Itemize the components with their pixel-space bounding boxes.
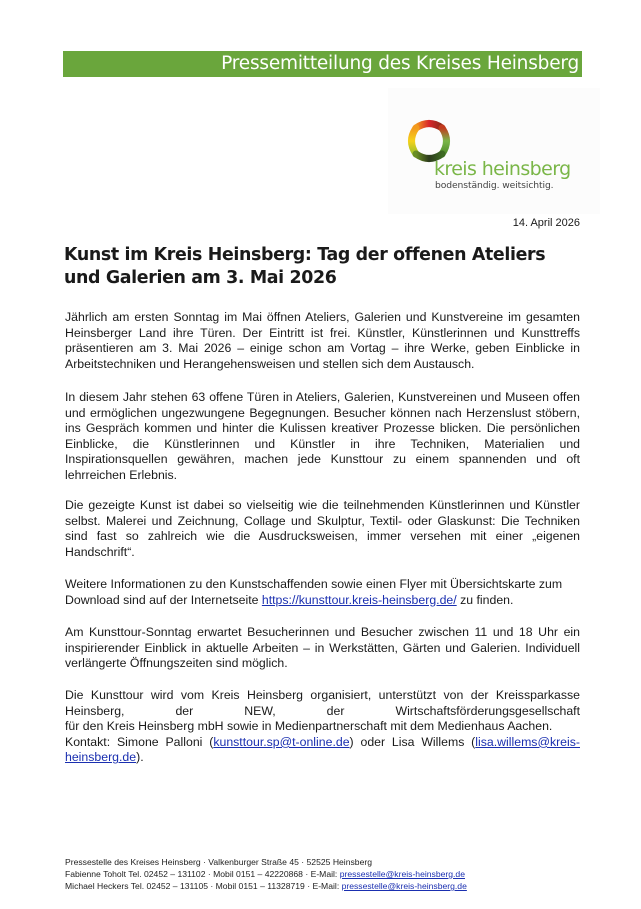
- footer-email-link-1[interactable]: pressestelle@kreis-heinsberg.de: [339, 869, 465, 879]
- footer-toholt-text: Fabienne Toholt Tel. 02452 – 131102 · Mobil 0151 – 42220868 · E-Mail:: [65, 869, 340, 879]
- kunsttour-website-link[interactable]: https://kunsttour.kreis-heinsberg.de/: [261, 592, 457, 607]
- footer-contact-heckers: [65, 880, 545, 892]
- press-release-headline: Kunst im Kreis Heinsberg: Tag der offenen Ateliers und Galerien am 3. Mai 2026: [64, 245, 546, 288]
- footer-address: Pressestelle des Kreises Heinsberg · Valkenburger Straße 45 · 52525 Heinsberg: [65, 857, 372, 867]
- contact-prefix: Kontakt: Simone Palloni (: [65, 734, 214, 749]
- press-office-footer: [65, 856, 545, 892]
- contact-middle: ) oder Lisa Willems (: [349, 734, 476, 749]
- footer-email-link-2[interactable]: pressestelle@kreis-heinsberg.de: [341, 881, 467, 891]
- release-date: 14. April 2026: [512, 217, 580, 229]
- footer-heckers-text: Michael Heckers Tel. 02452 – 131105 · Mobil 0151 – 11328719 · E-Mail:: [65, 881, 342, 891]
- organizers-line-2: für den Kreis Heinsberg mbH sowie in Medienpartnerschaft mit dem Medienhaus Aachen.: [65, 719, 553, 734]
- banner-title: Pressemitteilung des Kreises Heinsberg: [221, 53, 579, 74]
- paragraph-art-variety: Die gezeigte Kunst ist dabei so vielseitig wie die teilnehmenden Künstlerinnen und Künstler selbst. Malerei und Zeichnung, Collage und Skulptur, Textil- oder Glaskunst: Die Techniken sind fast so zahlreich wie die Ausdrucksweisen, immer versehen mit einer „eigenen Handschrift“.: [65, 498, 580, 559]
- contact-email-willems[interactable]: lisa.willems@kreis-heinsberg.de: [65, 734, 580, 765]
- organizers-line-1: Die Kunsttour wird vom Kreis Heinsberg organisiert, unterstützt von der Kreissparkasse Heinsberg, der NEW, der Wirtschaftsförderungsgesellschaft: [65, 688, 580, 718]
- more-info-suffix: zu finden.: [456, 592, 514, 607]
- contact-line: [65, 735, 580, 766]
- press-release-banner: [63, 51, 582, 77]
- more-info-text: Weitere Informationen zu den Kunstschaffenden sowie einen Flyer mit Übersichtskarte zum Download sind auf der Internetseite: [65, 577, 563, 607]
- logo-wordmark: kreis heinsberg: [434, 158, 571, 180]
- paragraph-more-info: [65, 577, 580, 608]
- paragraph-open-doors: In diesem Jahr stehen 63 offene Türen in Ateliers, Galerien, Kunstvereinen und Museen offen und ermöglichen ungezwungene Begegnungen. Besucher können nach Herzenslust stöbern, ins Gespräch kommen und hinter die Kulissen kreativer Prozesse blicken. Die persönlichen Einblicke, die Künstlerinnen und Künstler in ihre Techniken, Materialien und Inspirationsquellen gewähren, machen jede Kunsttour zu einem spannenden und oft lehrreichen Erlebnis.: [65, 390, 580, 482]
- paragraph-organizers: [65, 688, 580, 766]
- kreis-heinsberg-logo: [388, 88, 600, 214]
- logo-tagline: bodenständig. weitsichtig.: [435, 180, 554, 191]
- paragraph-opening-hours: Am Kunsttour-Sonntag erwartet Besucherinnen und Besucher zwischen 11 und 18 Uhr ein inspirierender Einblick in aktuelle Arbeiten – in Werkstätten, Gärten und Galerien. Individuell verlängerte Öffnungszeiten sind möglich.: [65, 625, 580, 671]
- contact-email-palloni[interactable]: kunsttour.sp@t-online.de: [213, 734, 350, 749]
- contact-suffix: ).: [136, 750, 144, 765]
- footer-contact-toholt: [65, 868, 545, 880]
- paragraph-intro: Jährlich am ersten Sonntag im Mai öffnen Ateliers, Galerien und Kunstvereine im gesamten Heinsberger Land ihre Türen. Der Eintritt ist frei. Künstler, Künstlerinnen und Kunsttreffs präsentieren am 3. Mai 2026 – einige schon am Vortag – ihre Werke, geben Einblicke in Arbeitstechniken und Herangehensweisen und stellen sich dem Austausch.: [65, 310, 580, 371]
